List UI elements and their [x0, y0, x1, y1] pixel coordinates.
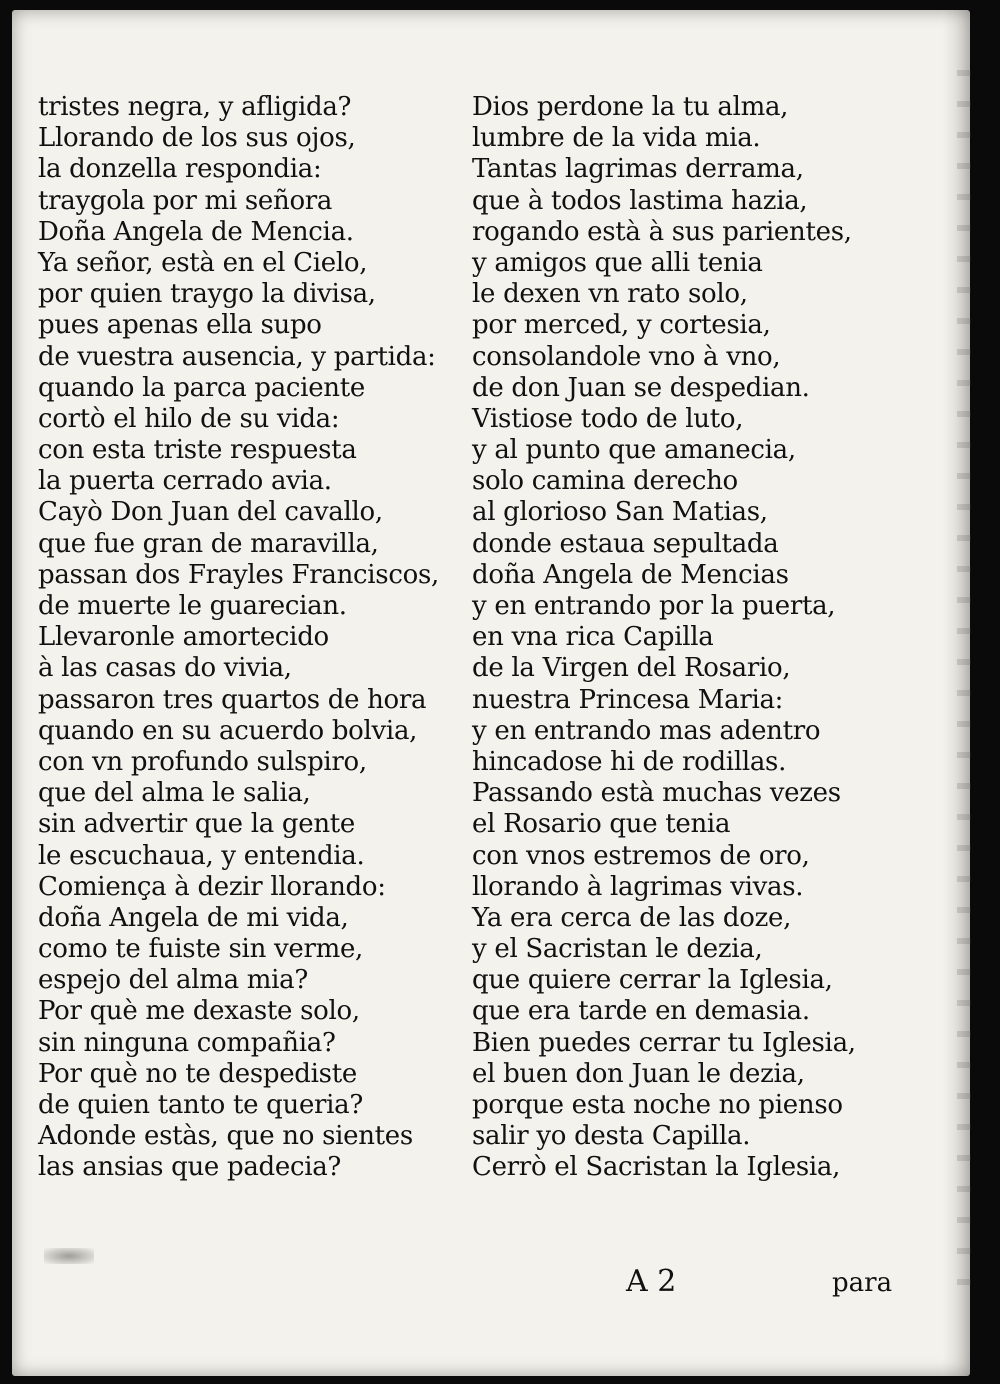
verse-line: Doña Angela de Mencia. [38, 216, 354, 247]
verse-line: con vnos estremos de oro, [472, 840, 810, 871]
verse-line: rogando està à sus parientes, [472, 216, 852, 247]
verse-line: espejo del alma mia? [38, 965, 308, 996]
verse-line: hincadose hi de rodillas. [472, 746, 787, 777]
verse-line: y el Sacristan le dezia, [472, 934, 763, 965]
verse-line: le dexen vn rato solo, [472, 279, 748, 310]
verse-line: traygola por mi señora [38, 185, 333, 216]
right-text-column [472, 92, 912, 1184]
verse-line: passaron tres quartos de hora [38, 684, 427, 715]
verse-line: que del alma le salia, [38, 778, 311, 809]
verse-line: pues apenas ella supo [38, 310, 322, 341]
verse-line: Vistiose todo de luto, [472, 403, 744, 434]
verse-line: nuestra Princesa Maria: [472, 684, 784, 715]
verse-line: Tantas lagrimas derrama, [472, 154, 804, 185]
verse-line: porque esta noche no pienso [472, 1090, 843, 1120]
verse-line: le escuchaua, y entendia. [38, 840, 365, 871]
verse-line: con esta triste respuesta [38, 435, 357, 466]
verse-line: por merced, y cortesia, [472, 310, 771, 341]
verse-line: y al punto que amanecia, [472, 435, 796, 466]
verse-line: de la Virgen del Rosario, [472, 653, 791, 684]
verse-line: salir yo desta Capilla. [472, 1121, 751, 1152]
verse-line: las ansias que padecia? [38, 1152, 342, 1183]
verse-line: la puerta cerrado avia. [38, 466, 332, 497]
verse-line: y amigos que alli tenia [472, 247, 763, 278]
verse-line: sin advertir que la gente [38, 809, 356, 840]
verse-line: Por què me dexaste solo, [38, 996, 360, 1027]
catchword: para [832, 1268, 893, 1298]
verse-line: que fue gran de maravilla, [38, 528, 379, 559]
printer-signature: A 2 [626, 1264, 677, 1299]
verse-line: Cerrò el Sacristan la Iglesia, [472, 1152, 841, 1183]
verse-line: el Rosario que tenia [472, 809, 731, 840]
left-text-column [38, 92, 468, 1184]
verse-line: tristes negra, y afligida? [38, 92, 352, 122]
show-through-text [957, 70, 971, 1310]
verse-line: solo camina derecho [472, 466, 738, 497]
verse-line: de don Juan se despedian. [472, 372, 810, 403]
verse-line: Dios perdone la tu alma, [472, 92, 789, 122]
verse-line: de quien tanto te queria? [38, 1090, 364, 1120]
verse-line: y en entrando por la puerta, [472, 591, 836, 621]
verse-line: que à todos lastima hazia, [472, 185, 808, 216]
verse-line: Ya señor, està en el Cielo, [38, 247, 368, 278]
verse-line: como te fuiste sin verme, [38, 934, 363, 965]
verse-line: Llevaronle amortecido [38, 622, 329, 653]
verse-line: el buen don Juan le dezia, [472, 1058, 805, 1089]
verse-line: y en entrando mas adentro [472, 715, 821, 746]
verse-line: passan dos Frayles Franciscos, [38, 559, 439, 590]
verse-line: donde estaua sepultada [472, 528, 779, 559]
verse-line: Comiença à dezir llorando: [38, 871, 386, 902]
verse-line: que era tarde en demasia. [472, 996, 810, 1027]
verse-line: Por què no te despediste [38, 1058, 357, 1089]
verse-line: con vn profundo sulspiro, [38, 746, 367, 777]
verse-line: la donzella respondia: [38, 154, 322, 185]
verse-line: por quien traygo la divisa, [38, 279, 376, 310]
verse-line: cortò el hilo de su vida: [38, 403, 340, 434]
verse-line: quando la parca paciente [38, 372, 365, 403]
verse-line: en vna rica Capilla [472, 622, 714, 653]
verse-line: Bien puedes cerrar tu Iglesia, [472, 1027, 856, 1058]
verse-line: llorando à lagrimas vivas. [472, 871, 804, 902]
verse-line: de muerte le guarecian. [38, 591, 347, 621]
verse-line: al glorioso San Matias, [472, 497, 768, 528]
verse-line: que quiere cerrar la Iglesia, [472, 965, 833, 996]
verse-line: Cayò Don Juan del cavallo, [38, 497, 383, 528]
verse-line: de vuestra ausencia, y partida: [38, 341, 436, 372]
verse-line: Llorando de los sus ojos, [38, 123, 356, 154]
verse-line: lumbre de la vida mia. [472, 123, 761, 154]
verse-line: doña Angela de Mencias [472, 559, 789, 590]
verse-line: doña Angela de mi vida, [38, 902, 349, 933]
verse-line: quando en su acuerdo bolvia, [38, 715, 418, 746]
verse-line: sin ninguna compañia? [38, 1027, 336, 1058]
verse-line: à las casas do vivia, [38, 653, 292, 684]
verse-line: Adonde estàs, que no sientes [38, 1121, 413, 1152]
verse-line: Ya era cerca de las doze, [472, 902, 792, 933]
verse-line: consolandole vno à vno, [472, 341, 781, 372]
verse-line: Passando està muchas vezes [472, 778, 841, 809]
ink-smudge [44, 1248, 94, 1264]
